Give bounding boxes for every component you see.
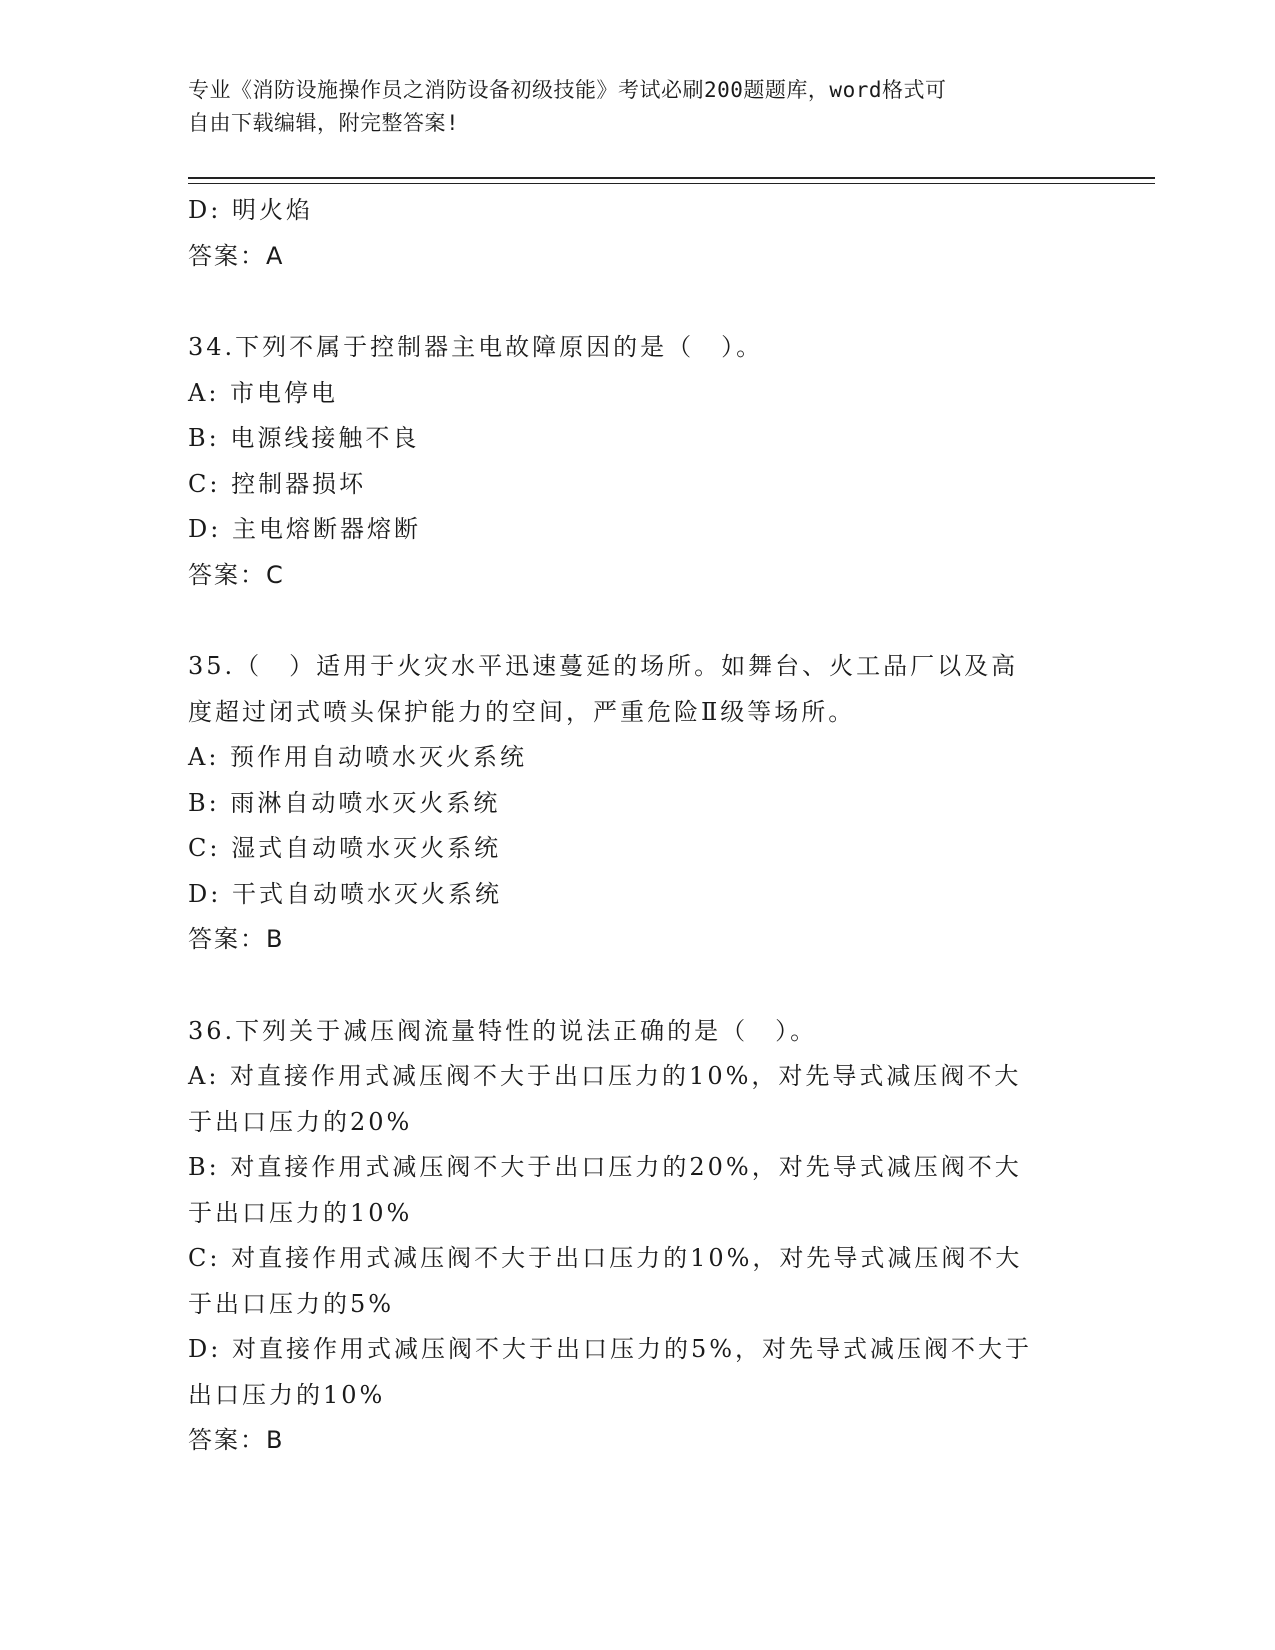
option-b: B: 电源线接触不良 [188, 424, 420, 452]
option-a-line-2: 于出口压力的20% [188, 1107, 413, 1136]
option-d-line-1: D: 对直接作用式减压阀不大于出口压力的5%，对先导式减压阀不大于 [188, 1335, 1033, 1363]
question-list [188, 188, 1088, 1464]
option-b: B: 雨淋自动喷水灭火系统 [188, 788, 501, 817]
option-c: C: 湿式自动喷水灭火系统 [188, 834, 502, 862]
option-b-line-1: B: 对直接作用式减压阀不大于出口压力的20%，对先导式减压阀不大 [188, 1153, 1022, 1181]
question-34 [188, 325, 1088, 598]
question-stem: 36.下列关于减压阀流量特性的说法正确的是（ ）。 [188, 1016, 818, 1045]
spacer [188, 598, 1088, 644]
option-d: D: 明火焰 [188, 196, 313, 224]
option-c: C: 控制器损坏 [188, 469, 367, 498]
prev-question-tail [188, 188, 1088, 279]
question-35 [188, 644, 1088, 963]
option-d: D: 干式自动喷水灭火系统 [188, 879, 502, 908]
answer-line: 答案：B [188, 925, 285, 953]
option-a: A: 市电停电 [188, 378, 339, 407]
answer-line: 答案：B [188, 1426, 285, 1454]
question-36 [188, 1009, 1088, 1464]
option-c-line-2: 于出口压力的5% [188, 1289, 395, 1318]
option-c-line-1: C: 对直接作用式减压阀不大于出口压力的10%，对先导式减压阀不大 [188, 1244, 1023, 1272]
header-rule-thick [188, 177, 1155, 179]
header-line-1: 专业《消防设施操作员之消防设备初级技能》考试必刷200题题库，word格式可 [188, 78, 947, 102]
spacer [188, 963, 1088, 1009]
option-d-line-2: 出口压力的10% [188, 1380, 386, 1409]
spacer [188, 279, 1088, 325]
option-d: D: 主电熔断器熔断 [188, 515, 421, 543]
document-header [188, 74, 1088, 140]
header-rule-thin [188, 183, 1155, 184]
answer-line: 答案：C [188, 560, 285, 589]
question-stem-line-1: 35.（ ）适用于火灾水平迅速蔓延的场所。如舞台、火工品厂以及高 [188, 652, 1019, 680]
option-a: A: 预作用自动喷水灭火系统 [188, 743, 528, 771]
answer-line: 答案：A [188, 241, 285, 270]
header-line-2: 自由下载编辑，附完整答案! [188, 111, 460, 135]
option-b-line-2: 于出口压力的10% [188, 1198, 413, 1227]
question-stem-line-2: 度超过闭式喷头保护能力的空间，严重危险Ⅱ级等场所。 [188, 697, 856, 726]
option-a-line-1: A: 对直接作用式减压阀不大于出口压力的10%，对先导式减压阀不大 [188, 1062, 1022, 1090]
question-stem: 34.下列不属于控制器主电故障原因的是（ ）。 [188, 333, 764, 361]
